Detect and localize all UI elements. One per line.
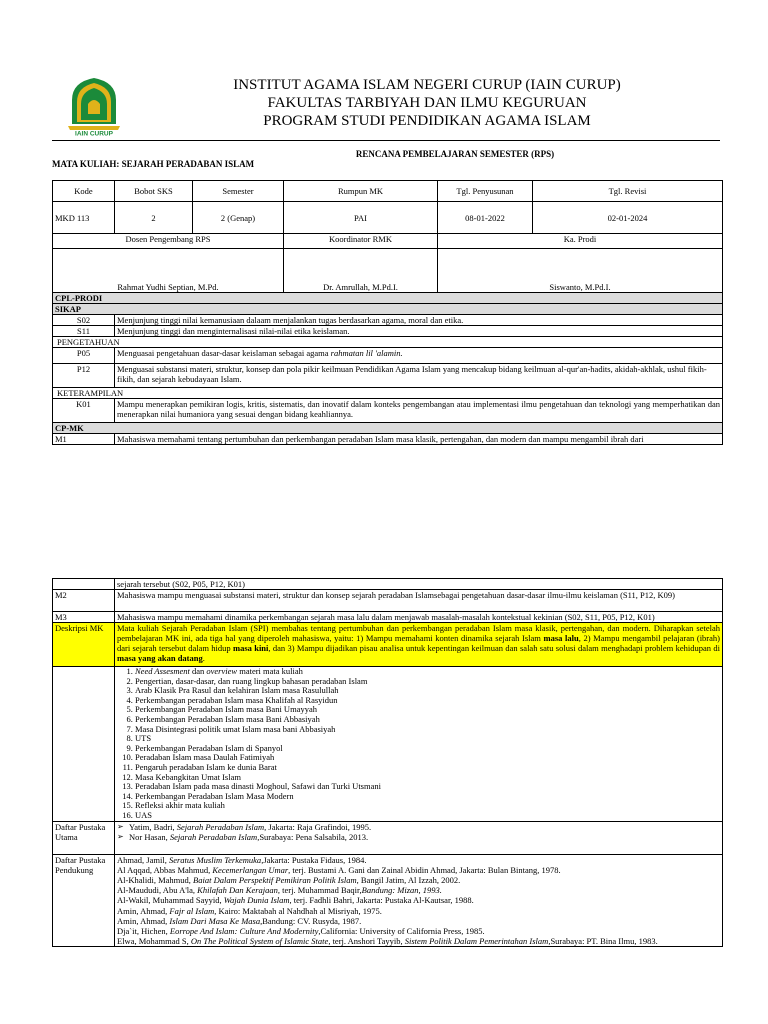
code-cell: K01 [53,399,115,423]
text-span: , terj. Anshori Tayyib, [328,936,405,947]
reference-item [117,865,720,875]
description-cell [115,623,723,667]
reference-cell [115,854,723,947]
text-span: , 2) Mampu mengambil pelajaran (ibrah) dari sejarah tersebut dalam hidup [117,633,720,653]
text-span: Yatim, Badri, [129,821,177,832]
label-cell: Daftar Pustaka Utama [53,821,115,854]
header-divider [52,140,720,141]
text-span: Dja`it, Hichen, [117,925,170,936]
rps-content-table [52,578,723,947]
text-span: Elwa, Mohammad S, [117,936,191,947]
header-cell: Rumpun MK [284,181,438,202]
study-program-name: PROGRAM STUDI PENDIDIKAN AGAMA ISLAM [263,113,591,129]
mosque-emblem-icon [64,74,124,136]
list-item: 16. UAS [135,811,720,821]
table-row [53,667,723,822]
reference-item [117,855,720,865]
table-row [53,590,723,612]
list-item: 12. Masa Kebangkitan Umat Islam [135,773,720,783]
text-span: ,Surabaya: PT. Bina Ilmu, 1983. [548,936,658,947]
text-cell: Mahasiswa memahami tentang pertumbuhan dan perkembangan peradaban Islam masa klasik, pertengahan, dan modern dan mampu mengambil ibrah dari [115,434,723,445]
section-heading: CP-MK [53,423,723,434]
bold-span: masa lalu [543,633,579,643]
text-span: Al Aqqad, Abbas Mahmud, [117,864,213,875]
code-cell: M3 [53,612,115,623]
table-row [53,249,723,293]
list-item: 2. Pengertian, dasar-dasar, dan ruang lingkup bahasan peradaban Islam [135,677,720,687]
text-span: Nor Hasan, [129,831,170,842]
reference-item [117,936,720,946]
text-cell: Menjunjung tinggi nilai kemanusiaan dalaam menjalankan tugas berdasarkan agama, moral dan etika. [115,315,723,326]
italic-span: Khilafah Dan Kerajaan [197,885,278,896]
signatory-name: Siswanto, M.Pd.I. [438,249,723,293]
text-span: materi mata kuliah [237,666,303,676]
italic-span: Baiat Dalam Perspektif Pemikiran Politik Islam [193,874,357,885]
table-row [53,315,723,326]
role-cell: Ka. Prodi [438,234,723,249]
italic-span: Eorrope And Islam: Culture And Modernity [169,925,319,936]
header-cell: Kode [53,181,115,202]
italic-span: Sistem Politik Dalam Pemerintahan Islam [404,936,549,947]
code-cell: S02 [53,315,115,326]
table-row [53,326,723,337]
text-cell: sejarah tersebut (S02, P05, P12, K01) [115,579,723,590]
section-heading: CPL-PRODI [53,293,723,304]
list-item: 9. Perkembangan Peradaban Islam di Spanyol [135,744,720,754]
italic-span: overview [206,666,238,676]
italic-span: Need Assesment [135,666,190,676]
text-span: ,California: University of California Press, 1985. [318,925,485,936]
document-title: RENCANA PEMBELAJARAN SEMESTER (RPS) [355,149,555,159]
list-item: 15. Refleksi akhir mata kuliah [135,801,720,811]
signatory-name: Rahmat Yudhi Septian, M.Pd. [53,249,284,293]
text-span: Amin, Ahmad, [117,915,170,926]
rps-info-table [52,180,723,445]
reference-item [117,822,720,832]
table-row [53,364,723,388]
text-cell: Mampu menerapkan pemikiran logis, kritis, sistematis, dan inovatif dalam konteks pengembangan atau implementasi ilmu pengetahuan dan teknologi yang memperhatikan dan menerapkan nilai humaniora yang sesuai dengan bidang keahliannya. [115,399,723,423]
reference-cell [115,821,723,854]
table-row [53,399,723,423]
value-cell: 02-01-2024 [533,202,723,234]
list-item: 8. UTS [135,734,720,744]
bold-span: masa kini [233,643,269,653]
text-span: , Bangil Jatim, Al Izzah, 2002. [356,874,461,885]
text-cell: Mahasiswa mampu menguasai substansi materi, struktur dan konsep sejarah peradaban Islamsebagai pengetahuan dasar-dasar ilmu-ilmu keislaman (S11, P12, K09) [115,590,723,612]
table-header-row [53,181,723,202]
table-row [53,579,723,590]
header-cell: Tgl. Revisi [533,181,723,202]
list-item: 10. Peradaban Islam masa Daulah Fatimiyah [135,753,720,763]
value-cell: 2 [115,202,193,234]
text-cell [115,348,723,364]
primary-references [117,822,720,842]
list-item: 13. Peradaban Islam pada masa dinasti Moghoul, Safawi dan Turki Utsmani [135,782,720,792]
italic-span: Bandung: Mizan, 1993. [361,885,442,896]
code-cell: P05 [53,348,115,364]
topic-list [117,667,720,821]
list-item: 7. Masa Disintegrasi politik umat Islam masa bani Abbasiyah [135,725,720,735]
text-span: Al-Wakil, Muhammad Sayyid, [117,895,224,906]
section-heading: SIKAP [53,304,723,315]
header-cell: Semester [193,181,284,202]
header-cell: Bobot SKS [115,181,193,202]
reference-item [117,885,720,895]
institution-name: INSTITUT AGAMA ISLAM NEGERI CURUP (IAIN CURUP) [233,77,621,93]
value-cell: MKD 113 [53,202,115,234]
reference-item [117,875,720,885]
reference-item [117,895,720,905]
value-cell: 08-01-2022 [438,202,533,234]
faculty-name: FAKULTAS TARBIYAH DAN ILMU KEGURUAN [267,95,587,111]
reference-item [117,926,720,936]
section-row [53,337,723,348]
text-span: , terj. Fadhli Bahri, Jakarta: Pustaka Al-Kautsar, 1988. [289,895,474,906]
empty-cell [53,667,115,822]
table-row [53,348,723,364]
italic-span: Seratus Muslim Terkemuka [168,854,262,865]
text-span: , Kairo: Maktabah al Nahdhah al Misriyah, 1975. [214,905,382,916]
code-cell: M1 [53,434,115,445]
table-row [53,202,723,234]
list-item: 14. Perkembangan Peradaban Islam Masa Modern [135,792,720,802]
list-item: 3. Arab Klasik Pra Rasul dan kelahiran Islam masa Rasulullah [135,686,720,696]
section-row [53,423,723,434]
section-row [53,304,723,315]
logo-text: IAIN CURUP [75,130,113,136]
value-cell: 2 (Genap) [193,202,284,234]
text-span: , dan 3) Mampu dijadikan pisau analisa untuk kepentingan keilmuan dan salah satu solusi dalam menghadapi problem kehidupan di [268,643,720,653]
code-cell: M2 [53,590,115,612]
empty-cell [53,579,115,590]
text-span: Al-Maududi, Abu A'la, [117,885,198,896]
code-cell: P12 [53,364,115,388]
section-heading: KETERAMPILAN [53,388,723,399]
italic-span: Sejarah Peradaban Islam [169,831,258,842]
label-cell: Daftar Pustaka Pendukung [53,854,115,947]
list-item: 11. Pengaruh peradaban Islam ke dunia Barat [135,763,720,773]
institution-heading [152,76,702,130]
text-span: ,Surabaya: Pena Salsabila, 2013. [257,831,369,842]
role-cell: Koordinator RMK [284,234,438,249]
table-row [53,623,723,667]
italic-span: Fajr al Islam [169,905,215,916]
value-cell: PAI [284,202,438,234]
role-cell: Dosen Pengembang RPS [53,234,284,249]
letterhead [52,70,720,140]
text-span: Al-Khalidi, Mahmud, [117,874,194,885]
text-span: ,Jakarta: Pustaka Fidaus, 1984. [261,854,367,865]
text-span: ,Bandung: CV. Rusyda, 1987. [260,915,362,926]
topic-list-cell [115,667,723,822]
italic-span: Islam Dari Masa Ke Masa [169,915,261,926]
section-heading: PENGETAHUAN [53,337,723,348]
text-span: Amin, Ahmad, [117,905,170,916]
list-item: 6. Perkembangan Peradaban Islam masa Bani Abbasiyah [135,715,720,725]
header-cell: Tgl. Penyusunan [438,181,533,202]
course-title: MATA KULIAH: SEJARAH PERADABAN ISLAM [52,159,255,169]
text-span: . [202,653,205,663]
table-row [53,612,723,623]
italic-span: rahmatan lil 'alamin. [330,348,403,358]
text-span: , terj. Bustami A. Gani dan Zainal Abidin Ahmad, Jakarta: Bulan Bintang, 1978. [288,864,561,875]
text-cell: Mahasiswa mampu memahami dinamika perkembangan sejarah masa lalu dalam menjawab masalah-masalah kontekstual kekinian (S02, S11, P05, P12, K01) [115,612,723,623]
italic-span: Kecemerlangan Umar [212,864,289,875]
table-row [53,821,723,854]
text-span: dan [189,666,207,676]
table-row [53,234,723,249]
italic-span: On The Political System of Islamic State [190,936,329,947]
label-cell: Deskripsi MK [53,623,115,667]
italic-span: Sejarah Peradaban Islam [176,821,265,832]
table-row [53,434,723,445]
reference-item [117,916,720,926]
reference-item [117,906,720,916]
bold-span: masa yang akan datang [117,653,203,663]
text-cell: Menjunjung tinggi dan menginternalisasi nilai-nilai etika keislaman. [115,326,723,337]
text-span: , terj. Muhammad Baqir, [277,885,362,896]
text-span: , Jakarta: Raja Grafindoi, 1995. [264,821,372,832]
section-row [53,293,723,304]
reference-item [117,832,720,842]
section-row [53,388,723,399]
text-span: Menguasai pengetahuan dasar-dasar keislaman sebagai agama [117,348,331,358]
table-row [53,854,723,947]
list-item: 5. Perkembangan Peradaban Islam masa Bani Umayyah [135,705,720,715]
text-cell: Menguasai substansi materi, struktur, konsep dan pola pikir keilmuan Pendidikan Agama Islam yang mencakup bidang keilmuan al-qur'an-hadits, akidah-akhlak, ushul fikih-fikih, dan sejarah kebudayaan Islam. [115,364,723,388]
signatory-name: Dr. Amrullah, M.Pd.I. [284,249,438,293]
code-cell: S11 [53,326,115,337]
text-span: Ahmad, Jamil, [117,854,169,865]
italic-span: Wajah Dunia Islam [223,895,290,906]
text-span: Mata kuliah Sejarah Peradaban Islam (SPI) membahas tentang pertumbuhan dan perkembangan peradaban Islam masa klasik, pertengahan, dan modern. Diharapkan setelah pembelajaran MK ini, ada tiga hal yang diperoleh mahasiswa, yaitu: 1) Mampu memahami konten dinamika sejarah Islam [117,623,720,643]
list-item: 4. Perkembangan peradaban Islam masa Khalifah al Rasyidun [135,696,720,706]
